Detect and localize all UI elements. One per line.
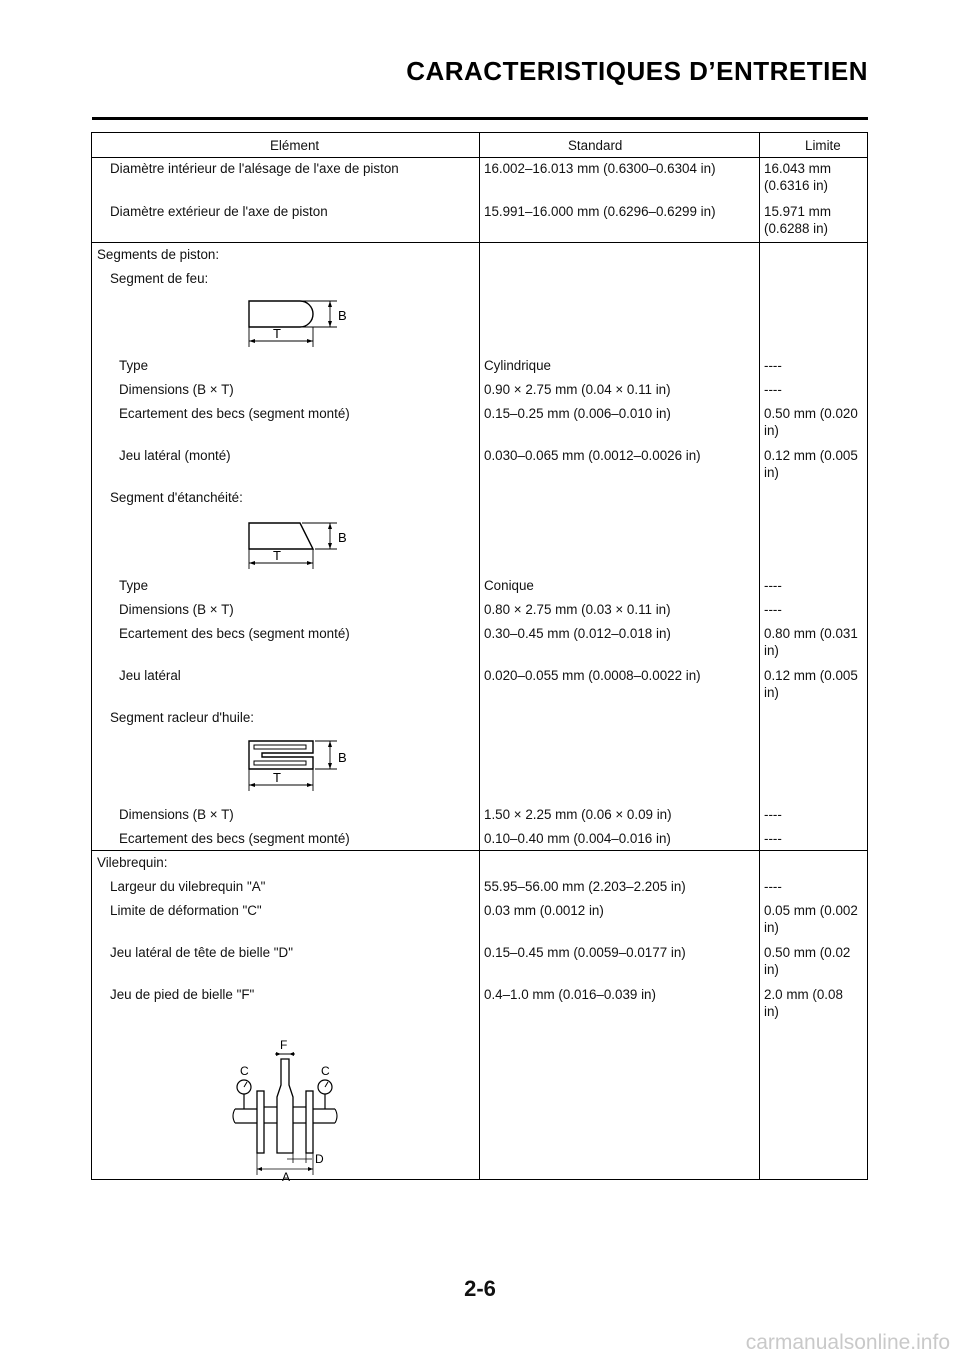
- watermark: carmanualsonline.info: [745, 1331, 950, 1354]
- second-ring-diagram: [242, 515, 362, 571]
- element-cell: Dimensions (B × T): [119, 602, 234, 617]
- column-header-standard: Standard: [568, 138, 623, 153]
- limit-cell-line2: in): [764, 962, 779, 977]
- standard-cell: 16.002–16.013 mm (0.6300–0.6304 in): [484, 161, 716, 176]
- limit-cell-line2: in): [764, 1004, 779, 1019]
- header-divider: [92, 157, 867, 158]
- standard-cell: 55.95–56.00 mm (2.203–2.205 in): [484, 879, 686, 894]
- column-header-limit: Limite: [805, 138, 841, 153]
- limit-cell: 0.12 mm (0.005: [764, 668, 858, 683]
- row-divider: [92, 242, 867, 243]
- dimension-label-d: D: [315, 1152, 324, 1166]
- element-cell: Ecartement des becs (segment monté): [119, 406, 350, 421]
- standard-cell: 0.03 mm (0.0012 in): [484, 903, 604, 918]
- crankshaft-diagram: [231, 1035, 341, 1181]
- limit-cell: ----: [764, 578, 782, 593]
- limit-cell-line2: in): [764, 920, 779, 935]
- title-rule: [92, 117, 868, 120]
- element-cell: Diamètre intérieur de l'alésage de l'axe de piston: [110, 161, 399, 176]
- limit-cell: 15.971 mm: [764, 204, 831, 219]
- dimension-label-b: B: [338, 530, 347, 545]
- standard-cell: Conique: [484, 578, 534, 593]
- limit-cell: 0.80 mm (0.031: [764, 626, 858, 641]
- dimension-label-a: A: [282, 1170, 291, 1181]
- limit-cell: ----: [764, 602, 782, 617]
- dimension-label-t: T: [273, 770, 281, 785]
- element-cell: Diamètre extérieur de l'axe de piston: [110, 204, 328, 219]
- limit-cell: 0.12 mm (0.005: [764, 448, 858, 463]
- element-cell: Ecartement des becs (segment monté): [119, 626, 350, 641]
- limit-cell-line2: (0.6288 in): [764, 221, 829, 236]
- standard-cell: 0.4–1.0 mm (0.016–0.039 in): [484, 987, 656, 1002]
- element-cell: Limite de déformation "C": [110, 903, 262, 918]
- element-cell: Dimensions (B × T): [119, 807, 234, 822]
- subsection-heading: Segment racleur d'huile:: [110, 710, 254, 725]
- limit-cell: 16.043 mm: [764, 161, 831, 176]
- standard-cell: 0.020–0.055 mm (0.0008–0.0022 in): [484, 668, 701, 683]
- limit-cell: ----: [764, 807, 782, 822]
- limit-cell-line2: in): [764, 423, 779, 438]
- limit-cell: ----: [764, 879, 782, 894]
- subsection-heading: Segment de feu:: [110, 271, 209, 286]
- standard-cell: 0.90 × 2.75 mm (0.04 × 0.11 in): [484, 382, 671, 397]
- standard-cell: 1.50 × 2.25 mm (0.06 × 0.09 in): [484, 807, 672, 822]
- element-cell: Type: [119, 578, 149, 593]
- element-cell: Jeu latéral: [119, 668, 181, 683]
- element-cell: Jeu de pied de bielle "F": [110, 987, 255, 1002]
- standard-cell: 0.030–0.065 mm (0.0012–0.0026 in): [484, 448, 701, 463]
- element-cell: Jeu latéral de tête de bielle "D": [110, 945, 293, 960]
- limit-cell: ----: [764, 382, 782, 397]
- limit-cell-line2: in): [764, 643, 779, 658]
- dimension-label-t: T: [273, 548, 281, 563]
- limit-cell-line2: in): [764, 685, 779, 700]
- element-cell: Ecartement des becs (segment monté): [119, 831, 350, 846]
- top-ring-diagram: [242, 293, 362, 349]
- dimension-label-c-right: C: [321, 1064, 330, 1078]
- standard-cell: 0.15–0.25 mm (0.006–0.010 in): [484, 406, 671, 421]
- dimension-label-c-left: C: [240, 1064, 249, 1078]
- element-cell: Dimensions (B × T): [119, 382, 234, 397]
- page-title: CARACTERISTIQUES D’ENTRETIEN: [406, 56, 868, 86]
- limit-cell: ----: [764, 358, 782, 373]
- dimension-label-b: B: [338, 750, 347, 765]
- limit-cell: ----: [764, 831, 782, 846]
- limit-cell: 0.50 mm (0.020: [764, 406, 858, 421]
- section-heading: Segments de piston:: [97, 247, 220, 262]
- standard-cell: 0.80 × 2.75 mm (0.03 × 0.11 in): [484, 602, 671, 617]
- element-cell: Jeu latéral (monté): [119, 448, 231, 463]
- limit-cell: 0.50 mm (0.02: [764, 945, 851, 960]
- standard-cell: Cylindrique: [484, 358, 551, 373]
- column-divider: [759, 133, 760, 1179]
- dimension-label-b: B: [338, 308, 347, 323]
- dimension-label-t: T: [273, 326, 281, 341]
- limit-cell-line2: (0.6316 in): [764, 178, 829, 193]
- standard-cell: 0.15–0.45 mm (0.0059–0.0177 in): [484, 945, 686, 960]
- dimension-label-f: F: [280, 1038, 288, 1052]
- limit-cell: 0.05 mm (0.002: [764, 903, 858, 918]
- row-divider: [92, 850, 867, 851]
- standard-cell: 0.10–0.40 mm (0.004–0.016 in): [484, 831, 671, 846]
- oil-ring-diagram: [242, 735, 362, 793]
- subsection-heading: Segment d'étanchéité:: [110, 490, 243, 505]
- standard-cell: 0.30–0.45 mm (0.012–0.018 in): [484, 626, 671, 641]
- page-number: 2-6: [464, 1276, 496, 1301]
- spec-table: [91, 132, 868, 1180]
- element-cell: Largeur du vilebrequin "A": [110, 879, 266, 894]
- section-heading: Vilebrequin:: [97, 855, 168, 870]
- limit-cell-line2: in): [764, 465, 779, 480]
- column-header-element: Elément: [270, 138, 320, 153]
- limit-cell: 2.0 mm (0.08: [764, 987, 843, 1002]
- element-cell: Type: [119, 358, 149, 373]
- standard-cell: 15.991–16.000 mm (0.6296–0.6299 in): [484, 204, 716, 219]
- column-divider: [479, 133, 480, 1179]
